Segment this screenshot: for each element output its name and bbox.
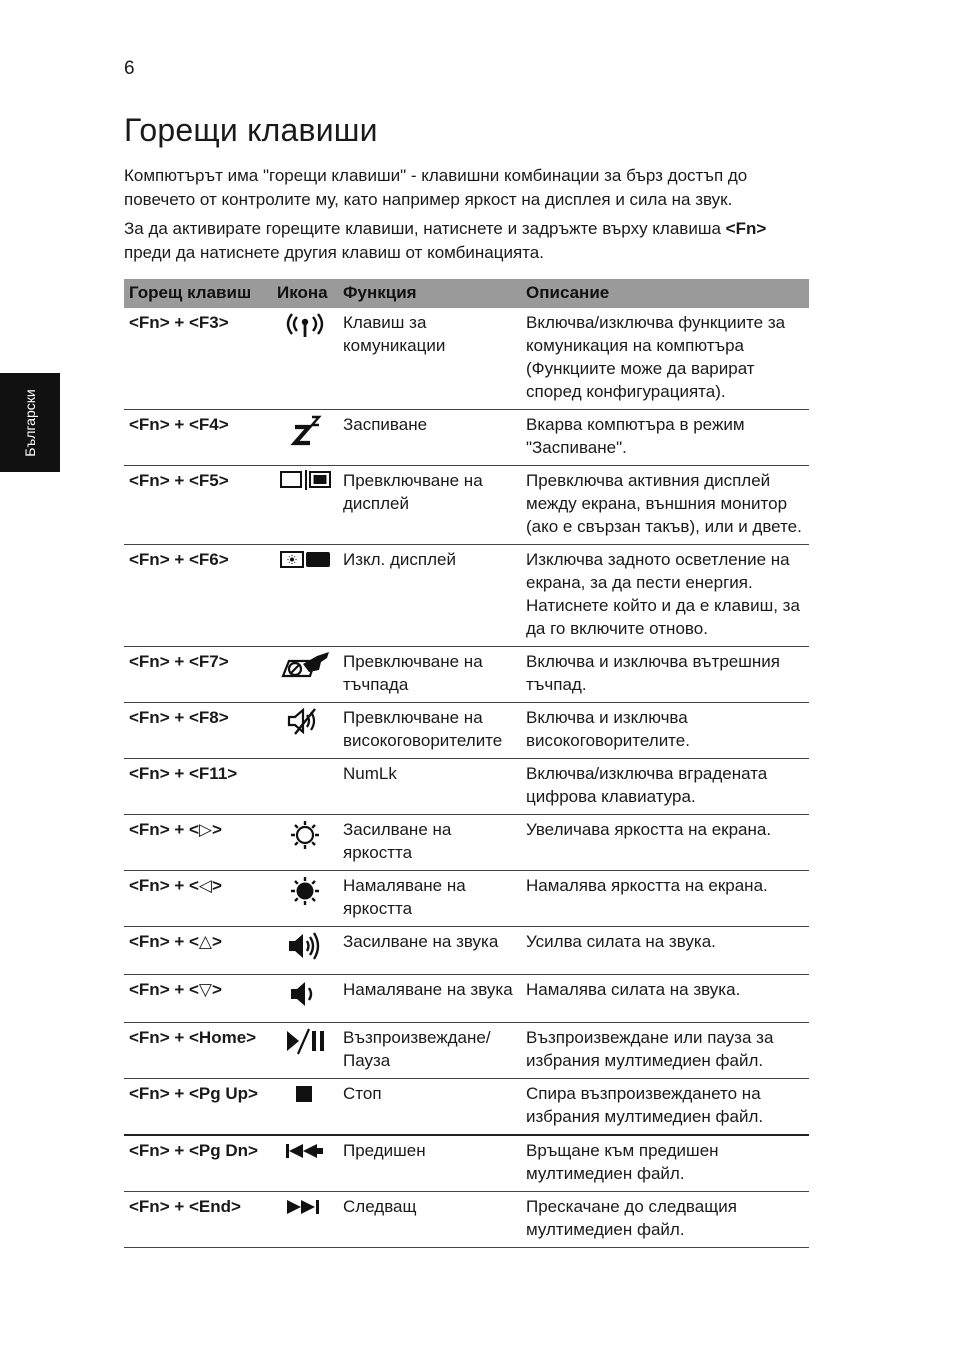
hotkey-cell: <Fn> + <◁>: [124, 871, 272, 927]
language-label: Български: [22, 389, 38, 457]
function-cell: Предишен: [338, 1135, 521, 1192]
function-cell: NumLk: [338, 759, 521, 815]
table-row: [124, 1135, 809, 1192]
brightness-up-icon: [285, 818, 325, 852]
hotkey-cell: <Fn> + <F3>: [124, 308, 272, 410]
description-cell: Спира възпроизвеждането на избрания мултимедиен файл.: [521, 1079, 809, 1136]
hotkey-cell: <Fn> + <F7>: [124, 647, 272, 703]
function-cell: Засилване на яркостта: [338, 815, 521, 871]
function-cell: Превключване на дисплей: [338, 466, 521, 545]
hotkey-cell: <Fn> + <F4>: [124, 410, 272, 466]
function-cell: Следващ: [338, 1192, 521, 1248]
fn-key-label: <Fn>: [725, 219, 767, 238]
table-row: [124, 759, 809, 815]
header-description: Описание: [521, 279, 809, 308]
hotkey-cell: <Fn> + <F6>: [124, 545, 272, 647]
intro-paragraph-2: [124, 217, 814, 265]
volume-down-icon: [285, 978, 325, 1010]
function-cell: Стоп: [338, 1079, 521, 1136]
speaker-toggle-icon: [285, 706, 325, 736]
description-cell: Превключва активния дисплей между екрана, външния монитор (ако е свързан такъв), или и двете.: [521, 466, 809, 545]
language-side-tab: [0, 373, 60, 472]
function-cell: Клавиш за комуникации: [338, 308, 521, 410]
icon-cell: [272, 815, 338, 871]
table-row: [124, 703, 809, 759]
table-row: [124, 975, 809, 1023]
header-hotkey: Горещ клавиш: [124, 279, 272, 308]
icon-cell: [272, 927, 338, 975]
hotkeys-table: [124, 279, 809, 1248]
wireless-icon: [285, 311, 325, 341]
hotkey-cell: <Fn> + <Pg Up>: [124, 1079, 272, 1136]
header-icon: Икона: [272, 279, 338, 308]
function-cell: Изкл. дисплей: [338, 545, 521, 647]
icon-cell: [272, 1135, 338, 1192]
icon-cell: [272, 466, 338, 545]
table-row: [124, 871, 809, 927]
description-cell: Изключва задното осветление на екрана, за да пести енергия. Натиснете който и да е клавиш, за да го включите отново.: [521, 545, 809, 647]
icon-cell: [272, 308, 338, 410]
function-cell: Превключване на тъчпада: [338, 647, 521, 703]
hotkey-cell: <Fn> + <F11>: [124, 759, 272, 815]
stop-icon: [285, 1082, 325, 1106]
icon-cell: [272, 1192, 338, 1248]
display-off-icon: [278, 548, 332, 570]
display-switch-icon: [278, 469, 332, 491]
icon-cell: [272, 545, 338, 647]
table-row: [124, 410, 809, 466]
icon-cell: [272, 647, 338, 703]
table-row: [124, 647, 809, 703]
icon-cell: [272, 1023, 338, 1079]
description-cell: Намалява яркостта на екрана.: [521, 871, 809, 927]
hotkey-cell: <Fn> + <F8>: [124, 703, 272, 759]
table-row: [124, 927, 809, 975]
description-cell: Вкарва компютъра в режим "Заспиване".: [521, 410, 809, 466]
play-pause-icon: [282, 1026, 328, 1056]
hotkey-cell: <Fn> + <▷>: [124, 815, 272, 871]
table-row: [124, 308, 809, 410]
icon-cell: [272, 871, 338, 927]
description-cell: Намалява силата на звука.: [521, 975, 809, 1023]
header-function: Функция: [338, 279, 521, 308]
hotkey-cell: <Fn> + <▽>: [124, 975, 272, 1023]
description-cell: Увеличава яркостта на екрана.: [521, 815, 809, 871]
description-cell: Прескачане до следващия мултимедиен файл.: [521, 1192, 809, 1248]
description-cell: Възпроизвеждане или пауза за избрания мултимедиен файл.: [521, 1023, 809, 1079]
table-row: [124, 1192, 809, 1248]
function-cell: Превключване на високоговорителите: [338, 703, 521, 759]
function-cell: Заспиване: [338, 410, 521, 466]
icon-cell: [272, 759, 338, 815]
table-row: [124, 815, 809, 871]
icon-cell: [272, 1079, 338, 1136]
icon-cell: [272, 975, 338, 1023]
description-cell: Включва и изключва високоговорителите.: [521, 703, 809, 759]
brightness-down-icon: [285, 874, 325, 908]
function-cell: Възпроизвеждане/ Пауза: [338, 1023, 521, 1079]
hotkey-cell: <Fn> + <△>: [124, 927, 272, 975]
function-cell: Намаляване на яркостта: [338, 871, 521, 927]
description-cell: Усилва силата на звука.: [521, 927, 809, 975]
volume-up-icon: [285, 930, 325, 962]
touchpad-toggle-icon: [277, 650, 333, 680]
table-row: [124, 1023, 809, 1079]
hotkey-cell: <Fn> + <Home>: [124, 1023, 272, 1079]
page-number: 6: [124, 58, 135, 79]
hotkey-cell: <Fn> + <End>: [124, 1192, 272, 1248]
page-title: Горещи клавиши: [124, 112, 378, 148]
table-row: [124, 545, 809, 647]
description-cell: Връщане към предишен мултимедиен файл.: [521, 1135, 809, 1192]
table-row: [124, 466, 809, 545]
next-icon: [283, 1195, 327, 1219]
description-cell: Включва и изключва вътрешния тъчпад.: [521, 647, 809, 703]
function-cell: Намаляване на звука: [338, 975, 521, 1023]
table-header-row: [124, 279, 809, 308]
description-cell: Включва/изключва вградената цифрова клавиатура.: [521, 759, 809, 815]
function-cell: Засилване на звука: [338, 927, 521, 975]
sleep-icon: [285, 413, 325, 447]
intro-text-pre: За да активирате горещите клавиши, натиснете и задръжте върху клавиша: [124, 219, 726, 238]
description-cell: Включва/изключва функциите за комуникация на компютъра (Функциите може да варират според конфигурацията).: [521, 308, 809, 410]
intro-text-post: преди да натиснете другия клавиш от комбинацията.: [124, 243, 544, 262]
table-row: [124, 1079, 809, 1136]
previous-icon: [283, 1139, 327, 1163]
hotkey-cell: <Fn> + <F5>: [124, 466, 272, 545]
icon-cell: [272, 410, 338, 466]
icon-cell: [272, 703, 338, 759]
hotkey-cell: <Fn> + <Pg Dn>: [124, 1135, 272, 1192]
intro-paragraph-1: Компютърът има "горещи клавиши" - клавишни комбинации за бърз достъп до повечето от контролите му, като например яркост на дисплея и сила на звук.: [124, 166, 748, 209]
